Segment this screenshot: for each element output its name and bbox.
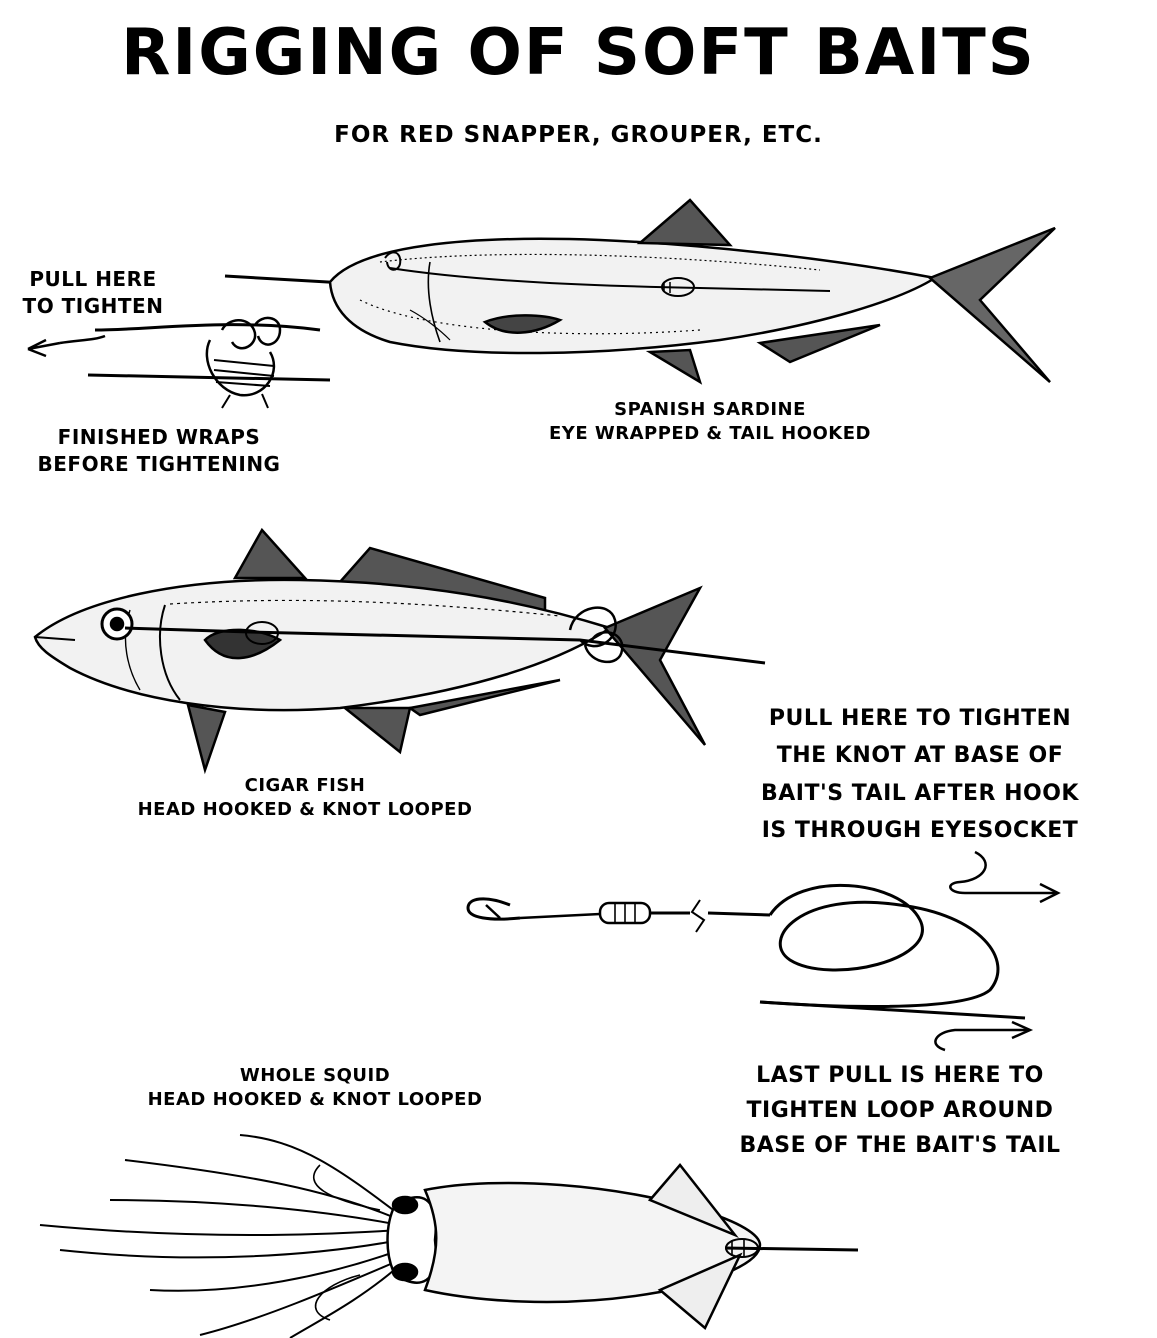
pull-here-line-1: PULL HERE — [29, 267, 157, 291]
last-pull-line-2: TIGHTEN LOOP AROUND — [746, 1098, 1054, 1124]
page-title: RIGGING OF SOFT BAITS — [121, 16, 1036, 90]
sardine-caption — [520, 398, 900, 447]
squid-method: HEAD HOOKED & KNOT LOOPED — [147, 1089, 483, 1111]
sardine-name: SPANISH SARDINE — [614, 399, 806, 420]
cigar-fish-name: CIGAR FISH — [244, 775, 366, 796]
squid-caption — [120, 1064, 510, 1113]
finished-wraps-label — [10, 424, 308, 478]
spanish-sardine-illustration — [225, 200, 1055, 382]
pull-knot-line-2: THE KNOT AT BASE OF — [776, 743, 1064, 769]
cigar-fish-caption — [110, 774, 500, 823]
pull-knot-line-4: IS THROUGH EYESOCKET — [761, 818, 1079, 844]
pull-knot-line-1: PULL HERE TO TIGHTEN — [768, 706, 1072, 731]
pull-knot-line-3: BAIT'S TAIL AFTER HOOK — [761, 780, 1079, 806]
pull-here-label — [8, 266, 178, 320]
sardine-method: EYE WRAPPED & TAIL HOOKED — [549, 423, 871, 445]
finished-wraps-detail — [28, 318, 330, 408]
pull-knot-instructions — [735, 700, 1105, 850]
last-pull-instructions — [715, 1058, 1085, 1164]
cigar-fish-illustration — [35, 530, 765, 770]
squid-name: WHOLE SQUID — [239, 1065, 391, 1086]
cigar-fish-method: HEAD HOOKED & KNOT LOOPED — [137, 799, 473, 821]
whole-squid-illustration — [40, 1135, 858, 1338]
hook-knot-diagram — [468, 852, 1058, 1050]
finished-wraps-line-1: FINISHED WRAPS — [57, 425, 261, 449]
page-subtitle: FOR RED SNAPPER, GROUPER, ETC. — [334, 122, 823, 148]
last-pull-line-3: BASE OF THE BAIT'S TAIL — [739, 1133, 1061, 1159]
last-pull-line-1: LAST PULL IS HERE TO — [756, 1063, 1044, 1088]
pull-here-line-2: TO TIGHTEN — [22, 294, 164, 318]
finished-wraps-line-2: BEFORE TIGHTENING — [37, 452, 281, 476]
